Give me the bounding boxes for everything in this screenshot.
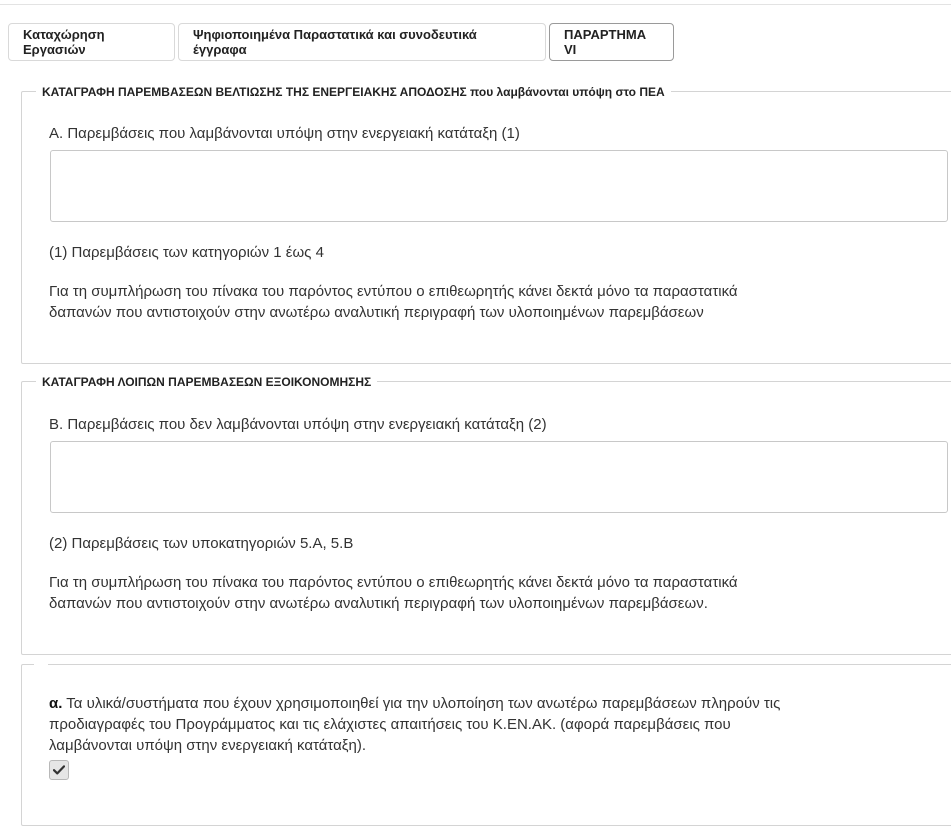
declarations-section [21, 664, 951, 826]
legend-gap [34, 663, 48, 667]
field-label-b: Β. Παρεμβάσεις που δεν λαμβάνονται υπόψη στην ενεργειακή κατάταξη (2) [49, 416, 547, 433]
declaration-item-a [49, 693, 789, 756]
info-paragraph: Για τη συμπλήρωση του πίνακα του παρόντος εντύπου ο επιθεωρητής κάνει δεκτά μόνο τα παραστατικά δαπανών που αντιστοιχούν στην ανωτέρω αναλυτική περιγραφή των υλοποιημένων παρεμβάσεων. [49, 574, 738, 612]
item-text: Τα υλικά/συστήματα που έχουν χρησιμοποιηθεί για την υλοποίηση των ανωτέρω παρεμβάσεων πληρούν τις προδιαγραφές του Προγράμματος και τις ελάχιστες απαιτήσεις του Κ.ΕΝ.ΑΚ. (αφορά παρεμβάσεις που λαμβάνονται υπόψη στην ενεργειακή κατάταξη). [49, 695, 781, 754]
section-legend: ΚΑΤΑΓΡΑΦΗ ΠΑΡΕΜΒΑΣΕΩΝ ΒΕΛΤΙΩΣΗΣ ΤΗΣ ΕΝΕΡΓΕΙΑΚΗΣ ΑΠΟΔΟΣΗΣ που λαμβάνονται υπόψη στο ΠΕΑ [36, 83, 671, 101]
declaration-a-checkbox[interactable] [49, 760, 69, 780]
info-paragraph: Για τη συμπλήρωση του πίνακα του παρόντος εντύπου ο επιθεωρητής κάνει δεκτά μόνο τα παραστατικά δαπανών που αντιστοιχούν στην ανωτέρω αναλυτική περιγραφή των υλοποιημένων παρεμβάσεων [49, 283, 738, 321]
other-savings-section [21, 375, 951, 655]
item-prefix: α. [49, 695, 63, 712]
section-legend: ΚΑΤΑΓΡΑΦΗ ΛΟΙΠΩΝ ΠΑΡΕΜΒΑΣΕΩΝ ΕΞΟΙΚΟΝΟΜΗΣΗΣ [36, 373, 377, 391]
energy-upgrade-section [21, 85, 951, 364]
check-icon [53, 765, 65, 775]
interventions-b-textarea[interactable] [50, 441, 948, 513]
tab-task-entry[interactable]: Καταχώρηση Εργασιών [8, 23, 175, 61]
tab-annex-vi[interactable]: ΠΑΡΑΡΤΗΜΑ VI [549, 23, 674, 61]
footnote-1: (1) Παρεμβάσεις των κατηγοριών 1 έως 4 [49, 244, 324, 261]
field-label-a: Α. Παρεμβάσεις που λαμβάνονται υπόψη στην ενεργειακή κατάταξη (1) [49, 125, 520, 142]
interventions-a-textarea[interactable] [50, 150, 948, 222]
top-divider [0, 4, 951, 5]
footnote-2: (2) Παρεμβάσεις των υποκατηγοριών 5.Α, 5.Β [49, 535, 354, 552]
tab-digitized-documents[interactable]: Ψηφιοποιημένα Παραστατικά και συνοδευτικά έγγραφα [178, 23, 546, 61]
tab-bar [8, 23, 677, 61]
